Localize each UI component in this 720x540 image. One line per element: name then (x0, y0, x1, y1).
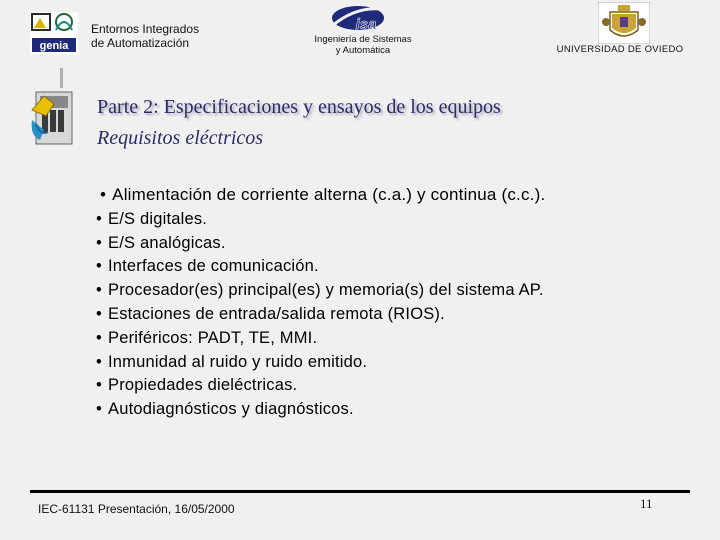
bullet-dot: • (96, 352, 102, 371)
list-item (96, 232, 696, 256)
header-left-line1: Entornos Integrados (91, 22, 200, 36)
list-item-text: Interfaces de comunicación. (107, 257, 319, 276)
header-center-text (303, 34, 423, 56)
university-crest-icon (598, 2, 650, 44)
footer-rule (30, 490, 690, 493)
bullet-dot: • (96, 376, 102, 395)
header-center-line1: Ingeniería de Sistemas (314, 34, 412, 45)
bullet-list (96, 183, 696, 422)
list-item (96, 303, 696, 327)
list-item (96, 398, 696, 422)
list-item-text: Estaciones de entrada/salida remota (RIOS). (107, 304, 445, 323)
list-item-text: Periféricos: PADT, TE, MMI. (107, 328, 318, 347)
list-item-text: E/S digitales. (107, 209, 208, 228)
list-item (96, 327, 696, 351)
slide-title: Parte 2: Especificaciones y ensayos de los equipos (97, 96, 501, 118)
list-item (96, 351, 696, 375)
header-left-line2: de Automatización (91, 36, 190, 50)
header-right-text: UNIVERSIDAD DE OVIEDO (556, 44, 684, 55)
list-item-text: Procesador(es) principal(es) y memoria(s) del sistema AP. (107, 281, 544, 300)
svg-text:genia: genia (39, 40, 69, 52)
list-item-text: Alimentación de corriente alterna (c.a.) y continua (c.c.). (112, 185, 546, 204)
bullet-dot: • (96, 209, 102, 228)
bullet-dot: • (96, 304, 102, 323)
clipboard-plc-icon (30, 90, 76, 150)
page-number: 11 (640, 496, 653, 511)
list-item (100, 183, 696, 207)
list-item-text: Inmunidad al ruido y ruido emitido. (107, 352, 368, 371)
genia-logo (30, 12, 78, 54)
header-left-text (91, 22, 199, 50)
list-item-text: Autodiagnósticos y diagnósticos. (107, 400, 354, 419)
list-item (96, 255, 696, 279)
bullet-dot: • (96, 400, 102, 419)
footer-text: IEC-61131 Presentación, 16/05/2000 (38, 502, 235, 516)
header-divider (60, 68, 63, 88)
list-item (96, 374, 696, 398)
bullet-dot: • (96, 328, 102, 347)
list-item (96, 208, 696, 232)
list-item (96, 279, 696, 303)
bullet-dot: • (96, 281, 102, 300)
header-center-line2: y Automática (335, 45, 391, 56)
list-item-text: Propiedades dieléctricas. (107, 376, 298, 395)
list-item-text: E/S analógicas. (107, 233, 226, 252)
isa-logo (318, 4, 398, 34)
bullet-dot: • (100, 185, 107, 204)
svg-text:isa: isa (355, 16, 377, 33)
slide-subtitle: Requisitos eléctricos (97, 127, 264, 149)
bullet-dot: • (96, 233, 102, 252)
bullet-dot: • (96, 257, 102, 276)
